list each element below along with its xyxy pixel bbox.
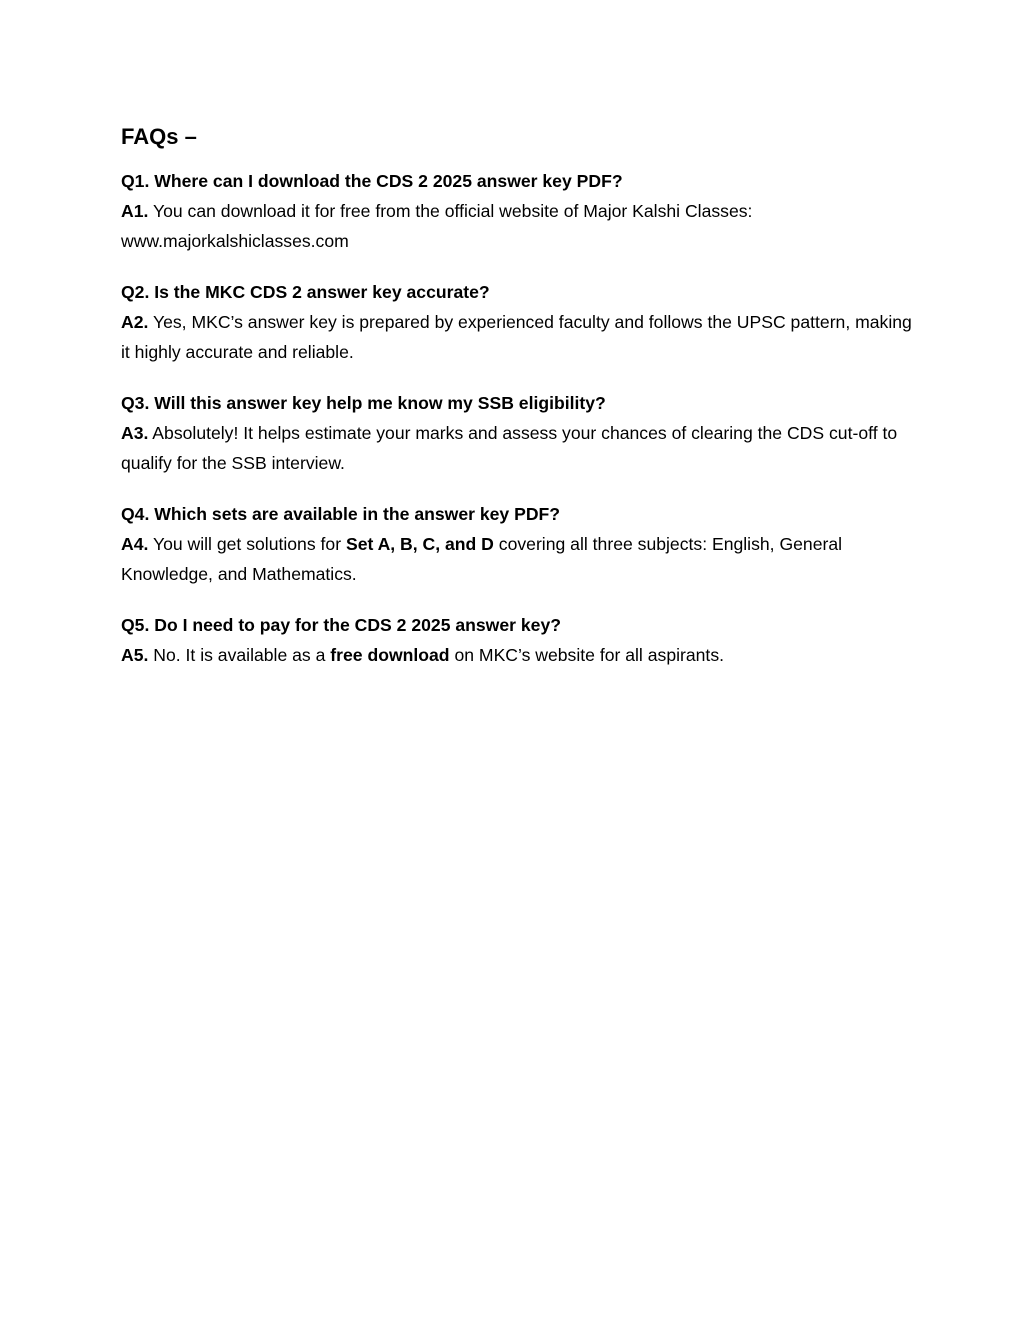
answer-bold-4: Set A, B, C, and D [345,534,494,554]
faq-answer-3 [121,418,921,478]
answer-text-2: Yes, MKC’s answer key is prepared by experienced faculty and follows the UPSC pattern, making it highly accurate and reliable. [121,312,912,362]
answer-label-2: A2. [121,312,149,332]
faq-question-2: Q2. Is the MKC CDS 2 answer key accurate? [121,282,490,302]
faq-question-4: Q4. Which sets are available in the answer key PDF? [121,504,561,524]
answer-text-1: You can download it for free from the official website of Major Kalshi Classes: www.majorkalshiclasses.com [121,201,753,251]
faq-answer-2 [121,307,921,367]
faq-item-5 [121,610,921,670]
answer-text-5b: on MKC’s website for all aspirants. [449,645,725,665]
faq-heading: FAQs – [121,124,197,149]
faq-question-3: Q3. Will this answer key help me know my SSB eligibility? [121,393,606,413]
answer-text-5a: No. It is available as a [148,645,331,665]
document-page [121,122,921,691]
faq-item-3 [121,388,921,478]
faq-question-5: Q5. Do I need to pay for the CDS 2 2025 answer key? [121,615,561,635]
answer-text-4a: You will get solutions for [148,534,346,554]
answer-label-1: A1. [121,201,149,221]
answer-text-4b: covering all three subjects: English, General Knowledge, and Mathematics. [121,534,843,584]
answer-text-3: Absolutely! It helps estimate your marks and assess your chances of clearing the CDS cut-off to qualify for the SSB interview. [121,423,898,473]
answer-label-5: A5. [121,645,149,665]
answer-label-3: A3. [121,423,149,443]
faq-item-2 [121,277,921,367]
faq-answer-1 [121,196,921,256]
faq-answer-4 [121,529,921,589]
answer-label-4: A4. [121,534,149,554]
answer-bold-5: free download [330,645,450,665]
faq-item-4 [121,499,921,589]
faq-question-1: Q1. Where can I download the CDS 2 2025 answer key PDF? [121,171,623,191]
faq-answer-5 [121,640,921,670]
faq-item-1 [121,166,921,256]
